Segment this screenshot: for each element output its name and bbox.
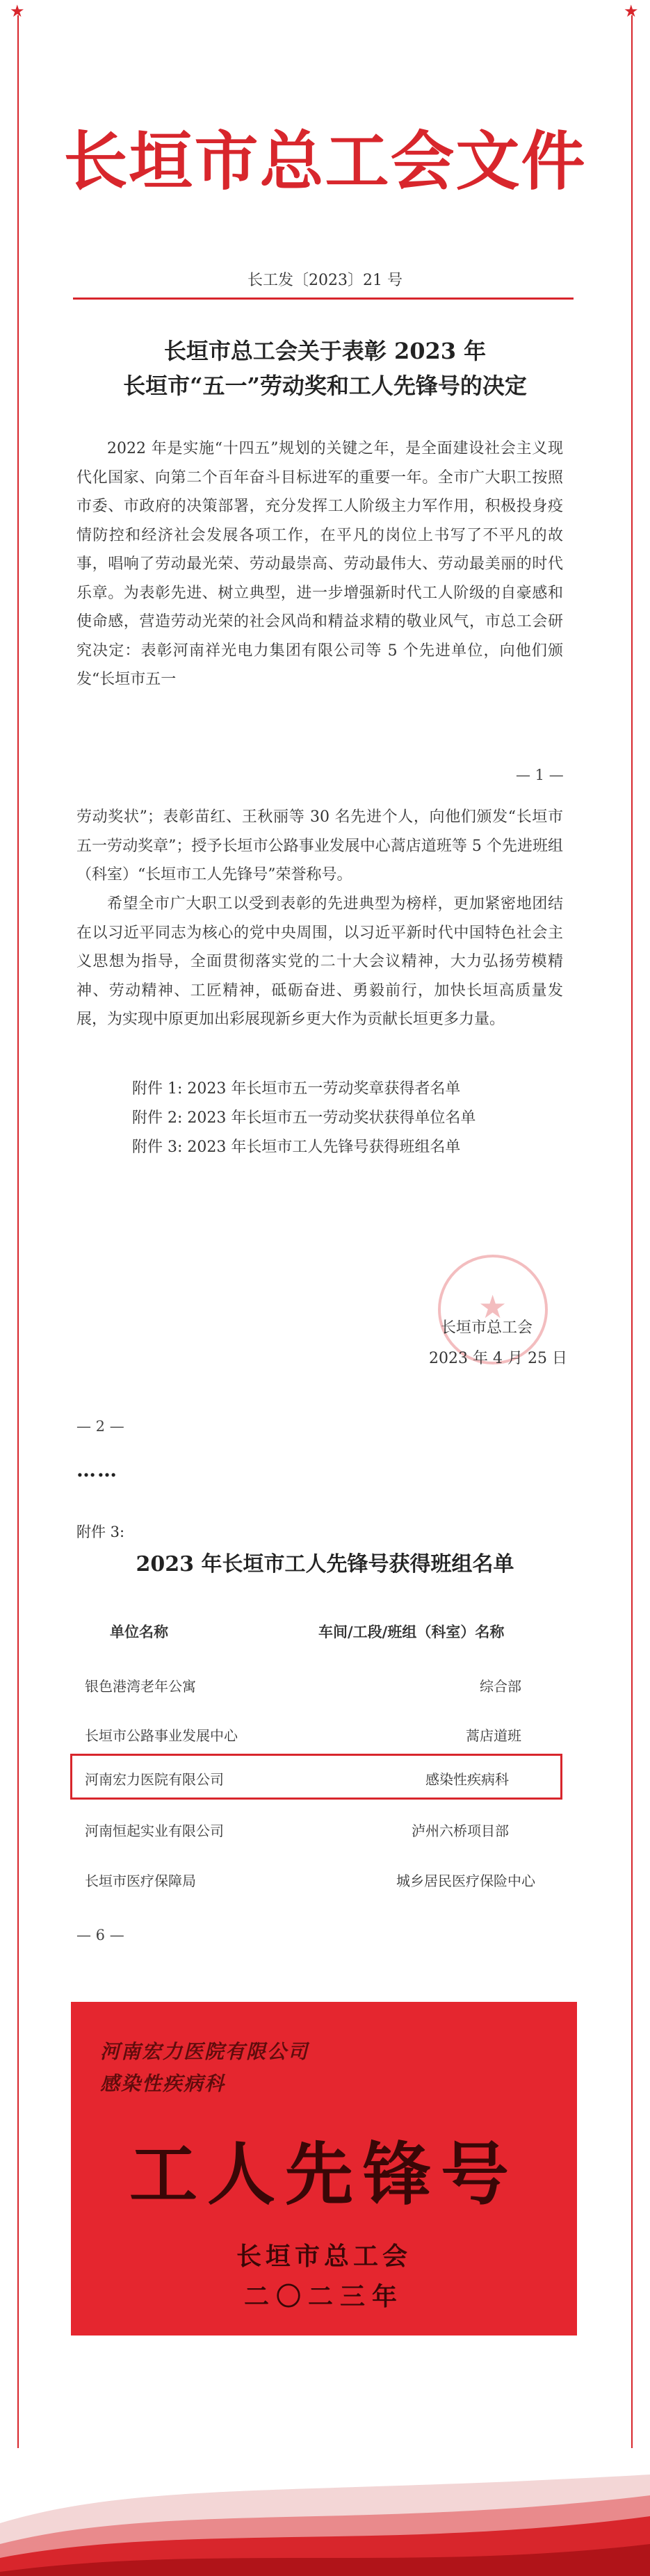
decision-paragraph-2: 劳动奖状”；表彰苗红、王秋丽等 30 名先进个人，向他们颁发“长垣市五一劳动奖章”；授予长垣市公路事业发展中心蒿店道班等 5 个先进班组（科室）“长垣市工人先锋号”荣誉称号。	[76, 808, 563, 883]
table-row-unit: 长垣市公路事业发展中心	[85, 1727, 238, 1744]
attachment-3: 附件 3: 2023 年长垣市工人先锋号获得班组名单	[132, 1139, 461, 1156]
table-row-unit: 长垣市医疗保障局	[85, 1873, 196, 1889]
attachment-label: 附件 3:	[76, 1524, 125, 1540]
table-row-team: 泸州六桥项目部	[412, 1823, 509, 1839]
column-header-team: 车间/工段/班组（科室）名称	[318, 1623, 505, 1640]
bottom-wave-decoration	[0, 2468, 650, 2576]
table-row-unit: 河南恒起实业有限公司	[85, 1823, 224, 1839]
header-divider	[73, 297, 574, 300]
page-number-2: — 2 —	[76, 1418, 124, 1435]
document-header-title: 长垣市总工会文件	[63, 124, 587, 199]
signer: 长垣市总工会	[441, 1319, 533, 1337]
banner-unit: 河南宏力医院有限公司	[100, 2040, 309, 2063]
ellipsis: ……	[76, 1458, 118, 1481]
page-number-1: — 1 —	[516, 767, 564, 783]
banner-department: 感染性疾病科	[100, 2072, 226, 2095]
decision-title	[0, 334, 650, 403]
banner-honor-title: 工人先锋号	[129, 2135, 519, 2215]
banner-issuer: 长垣市总工会	[236, 2242, 412, 2271]
page-number-6: — 6 —	[76, 1927, 124, 1943]
decision-title-line2: 长垣市“五一”劳动奖和工人先锋号的决定	[123, 373, 527, 399]
banner-year: 二〇二三年	[243, 2282, 404, 2311]
star-icon: ★	[624, 1, 639, 21]
star-icon: ★	[10, 1, 25, 21]
table-row-team: 感染性疾病科	[425, 1771, 509, 1788]
table-row-unit: 河南宏力医院有限公司	[85, 1771, 224, 1788]
document-number: 长工发〔2023〕21 号	[247, 272, 403, 289]
table-row-team: 城乡居民医疗保险中心	[396, 1873, 535, 1889]
decision-title-line1: 长垣市总工会关于表彰 2023 年	[163, 338, 487, 364]
table-row-team: 综合部	[480, 1678, 521, 1695]
table-row-team: 蒿店道班	[466, 1727, 521, 1744]
column-header-unit: 单位名称	[110, 1623, 168, 1640]
decision-paragraph-1: 2022 年是实施“十四五”规划的关键之年，是全面建设社会主义现代化国家、向第二个百年奋斗目标进军的重要一年。全市广大职工按照市委、市政府的决策部署，充分发挥工人阶级主力军作用，积极投身疫情防控和经济社会发展各项工作，在平凡的岗位上书写了不平凡的故事，唱响了劳动最光荣、劳动最崇高、劳动最伟大、劳动最美丽的时代乐章。为表彰先进、树立典型，进一步增强新时代工人阶级的自豪感和使命感，营造劳动光荣的社会风尚和精益求精的敬业风气，市总工会研究决定：表彰河南祥光电力集团有限公司等 5 个先进单位，向他们颁发“长垣市五一	[76, 440, 563, 688]
issue-date: 2023 年 4 月 25 日	[429, 1350, 567, 1367]
honor-banner	[71, 2002, 577, 2335]
decision-paragraph-3: 希望全市广大职工以受到表彰的先进典型为榜样，更加紧密地团结在以习近平同志为核心的党中央周围，以习近平新时代中国特色社会主义思想为指导，全面贯彻落实党的二十大会议精神，大力弘扬劳模精神、劳动精神、工匠精神，砥砺奋进、勇毅前行，加快长垣高质量发展，为实现中原更加出彩展现新乡更大作为贡献长垣更多力量。	[76, 895, 563, 1028]
table-row-unit: 银色港湾老年公寓	[85, 1678, 196, 1695]
list-title: 2023 年长垣市工人先锋号获得班组名单	[136, 1552, 514, 1576]
star-icon: ★	[478, 1288, 507, 1326]
attachment-2: 附件 2: 2023 年长垣市五一劳动奖状获得单位名单	[132, 1109, 476, 1127]
attachment-1: 附件 1: 2023 年长垣市五一劳动奖章获得者名单	[132, 1080, 461, 1098]
